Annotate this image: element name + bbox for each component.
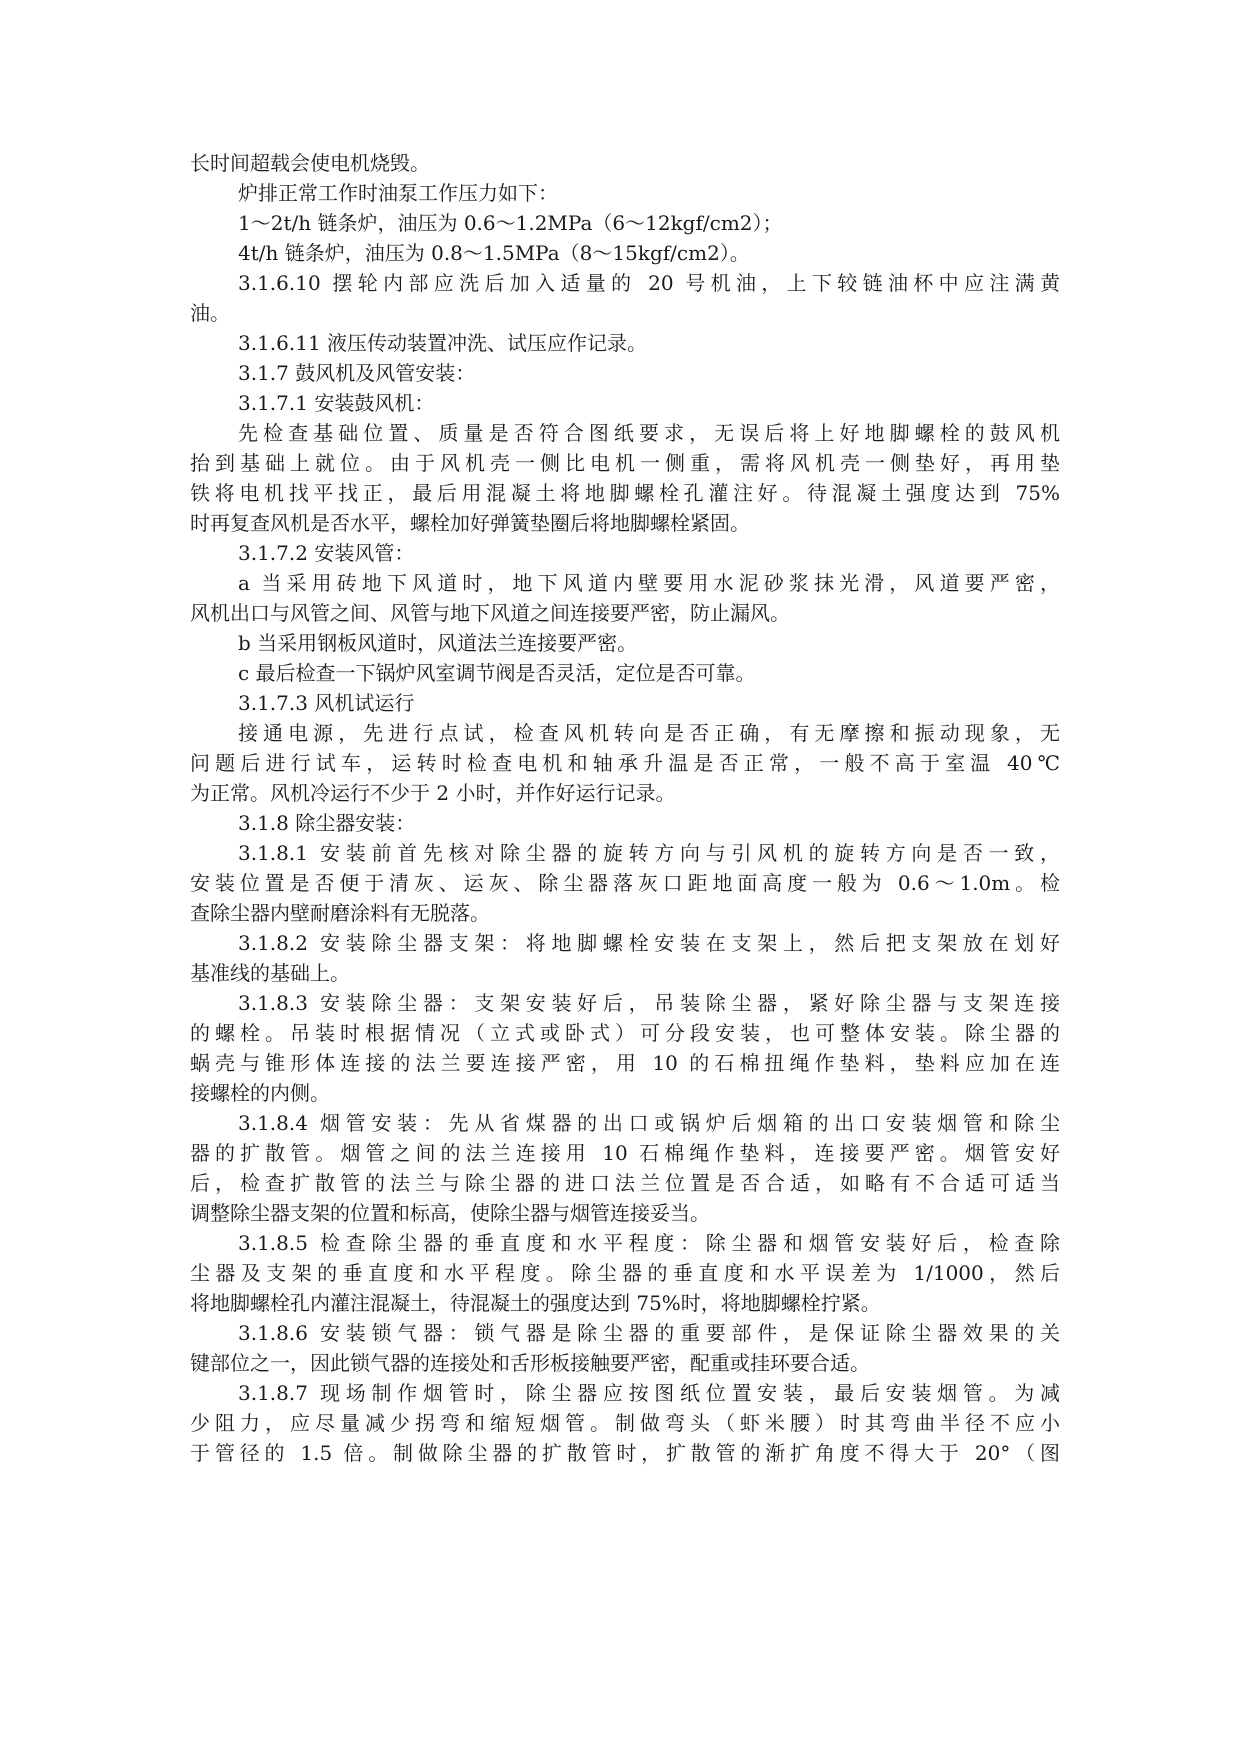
text-line: 长时间超载会使电机烧毁。: [190, 151, 430, 175]
text-line: 3.1.8.2 安装除尘器支架：将地脚螺栓安装在支架上，然后把支架放在划好: [238, 931, 1060, 955]
text-line: 将地脚螺栓孔内灌注混凝土，待混凝土的强度达到 75%时，将地脚螺栓拧紧。: [190, 1291, 881, 1315]
text-line: 抬到基础上就位。由于风机壳一侧比电机一侧重，需将风机壳一侧垫好，再用垫: [190, 451, 1060, 475]
text-line: 接螺栓的内侧。: [190, 1081, 330, 1105]
text-line: 蜗壳与锥形体连接的法兰要连接严密，用 10 的石棉扭绳作垫料，垫料应加在连: [190, 1051, 1060, 1075]
text-line: 3.1.8.6 安装锁气器：锁气器是除尘器的重要部件，是保证除尘器效果的关: [238, 1321, 1060, 1345]
text-line: 基准线的基础上。: [190, 961, 350, 985]
text-line: 尘器及支架的垂直度和水平程度。除尘器的垂直度和水平误差为 1/1000，然后: [190, 1261, 1060, 1285]
text-line: 的螺栓。吊装时根据情况（立式或卧式）可分段安装，也可整体安装。除尘器的: [190, 1021, 1060, 1045]
text-line: 问题后进行试车，运转时检查电机和轴承升温是否正常，一般不高于室温 40℃: [190, 751, 1060, 775]
text-line: 安装位置是否便于清灰、运灰、除尘器落灰口距地面高度一般为 0.6～1.0m。检: [190, 871, 1060, 895]
text-line: 调整除尘器支架的位置和标高，使除尘器与烟管连接妥当。: [190, 1201, 710, 1225]
section-heading: 3.1.7.2 安装风管：: [238, 541, 415, 565]
text-line: 3.1.8.3 安装除尘器：支架安装好后，吊装除尘器，紧好除尘器与支架连接: [238, 991, 1060, 1015]
text-line: 后，检查扩散管的法兰与除尘器的进口法兰位置是否合适，如略有不合适可适当: [190, 1171, 1060, 1195]
text-line: 于管径的 1.5 倍。制做除尘器的扩散管时，扩散管的渐扩角度不得大于 20°（图: [190, 1441, 1060, 1465]
text-line: 油。: [190, 301, 230, 325]
text-line: 接通电源，先进行点试，检查风机转向是否正确，有无摩擦和振动现象，无: [238, 721, 1060, 745]
text-line: 3.1.8.7 现场制作烟管时，除尘器应按图纸位置安装，最后安装烟管。为减: [238, 1381, 1060, 1405]
text-line: 铁将电机找平找正，最后用混凝土将地脚螺栓孔灌注好。待混凝土强度达到 75%: [190, 481, 1060, 505]
text-line: 风机出口与风管之间、风管与地下风道之间连接要严密，防止漏风。: [190, 601, 790, 625]
text-line: c 最后检查一下锅炉风室调节阀是否灵活，定位是否可靠。: [238, 661, 756, 685]
text-line: 查除尘器内壁耐磨涂料有无脱落。: [190, 901, 490, 925]
text-line: 3.1.8.5 检查除尘器的垂直度和水平程度：除尘器和烟管安装好后，检查除: [238, 1231, 1060, 1255]
section-heading: 3.1.7 鼓风机及风管安装：: [238, 361, 476, 385]
text-line: 键部位之一，因此锁气器的连接处和舌形板接触要严密，配重或挂环要合适。: [190, 1351, 870, 1375]
text-line: a 当采用砖地下风道时，地下风道内壁要用水泥砂浆抹光滑，风道要严密，: [238, 571, 1060, 595]
section-heading: 3.1.7.1 安装鼓风机：: [238, 391, 435, 415]
section-heading: 3.1.8 除尘器安装：: [238, 811, 416, 835]
text-line: 4t/h 链条炉，油压为 0.8～1.5MPa（8～15kgf/cm2）。: [238, 241, 750, 265]
text-line: 3.1.6.10 摆轮内部应洗后加入适量的 20 号机油，上下较链油杯中应注满黄: [238, 271, 1060, 295]
text-line: b 当采用钢板风道时，风道法兰连接要严密。: [238, 631, 638, 655]
section-heading: 3.1.7.3 风机试运行: [238, 691, 415, 715]
text-line: 器的扩散管。烟管之间的法兰连接用 10 石棉绳作垫料，连接要严密。烟管安好: [190, 1141, 1060, 1165]
text-line: 炉排正常工作时油泵工作压力如下：: [238, 181, 558, 205]
text-line: 1～2t/h 链条炉，油压为 0.6～1.2MPa（6～12kgf/cm2）；: [238, 211, 783, 235]
text-line: 3.1.8.4 烟管安装：先从省煤器的出口或锅炉后烟箱的出口安装烟管和除尘: [238, 1111, 1060, 1135]
text-line: 为正常。风机冷运行不少于 2 小时，并作好运行记录。: [190, 781, 676, 805]
text-line: 少阻力，应尽量减少拐弯和缩短烟管。制做弯头（虾米腰）时其弯曲半径不应小: [190, 1411, 1060, 1435]
text-line: 时再复查风机是否水平，螺栓加好弹簧垫圈后将地脚螺栓紧固。: [190, 511, 750, 535]
text-line: 3.1.6.11 液压传动装置冲洗、试压应作记录。: [238, 331, 648, 355]
text-line: 3.1.8.1 安装前首先核对除尘器的旋转方向与引风机的旋转方向是否一致，: [238, 841, 1060, 865]
text-line: 先检查基础位置、质量是否符合图纸要求，无误后将上好地脚螺栓的鼓风机: [238, 421, 1060, 445]
